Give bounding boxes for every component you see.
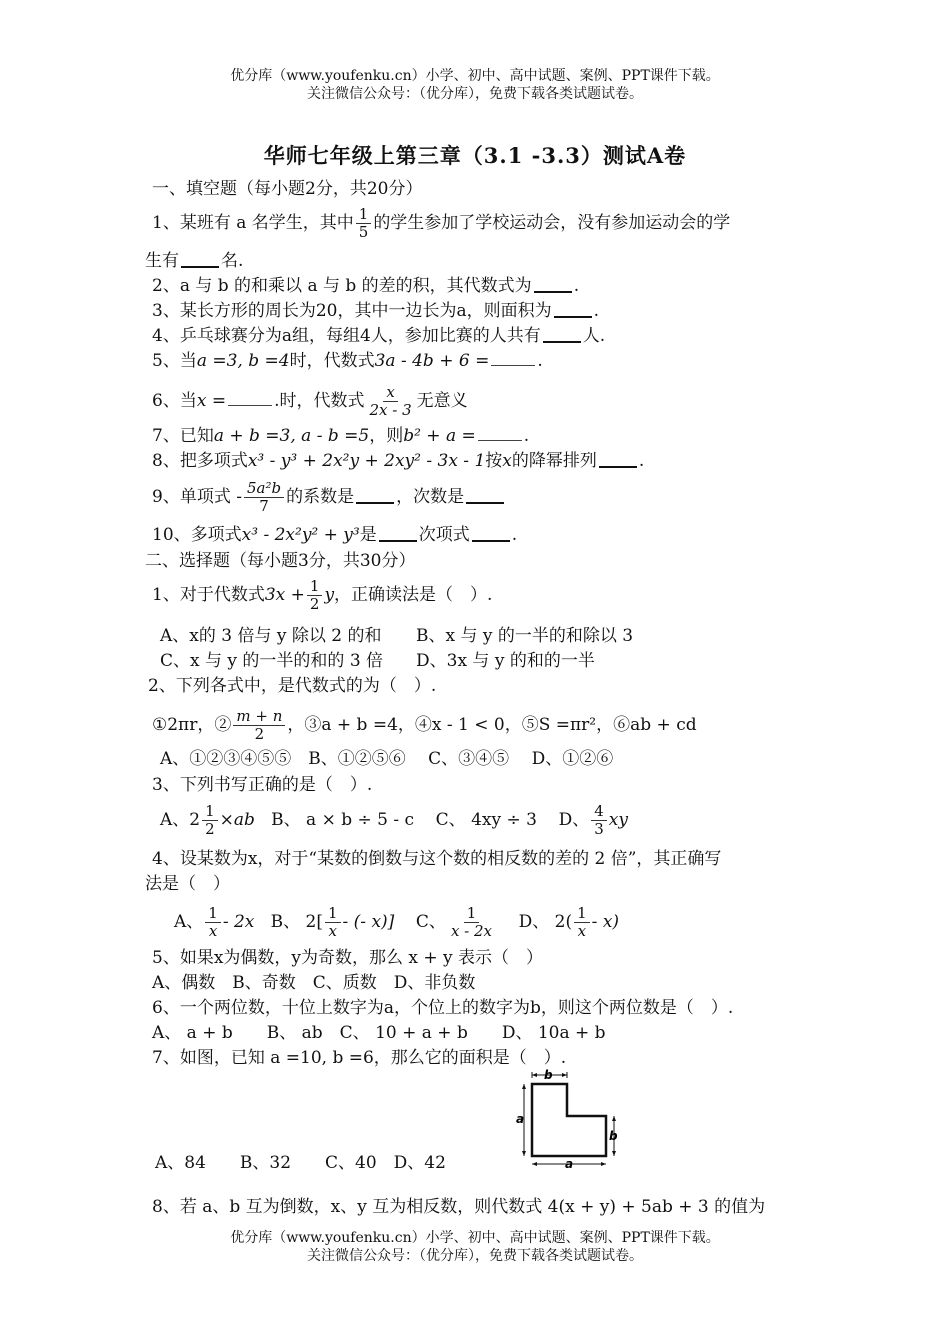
s2-question-7: 7、如图，已知 a =10, b =6，那么它的面积是（ ）. <box>152 1048 567 1068</box>
s1-question-9: 9、单项式 - $\frac{\text{5a²b}}{7}$ 的系数是 ，次数是 <box>152 480 506 515</box>
s1-question-7: 7、已知a + b =3, a - b =5，则b² + a = . <box>152 426 530 446</box>
answer-blank[interactable] <box>478 426 522 441</box>
header-line-2: 关注微信公众号：（优分库），免费下载各类试题试卷。 <box>307 86 643 102</box>
header-line-1: 优分库（www.youfenku.cn）小学、初中、高中试题、案例、PPT课件下载。 <box>230 68 720 84</box>
answer-blank[interactable] <box>466 492 504 504</box>
answer-blank[interactable] <box>228 391 272 406</box>
s2-q5-options[interactable]: A、偶数 B、奇数 C、质数 D、非负数 <box>152 973 476 993</box>
s2-q2-options[interactable]: A、①②③④⑤⑤ B、①②⑤⑥ C、③④⑤ D、①②⑥ <box>160 749 614 769</box>
s1-question-10: 10、多项式x³ - 2x²y² + y³是 次项式 . <box>152 525 518 545</box>
s2-q3-option-a[interactable]: A、2 $\frac{1}{2}$ ×ab <box>160 802 255 838</box>
figure-label-a-bottom: a <box>565 1157 574 1170</box>
s2-q4-option-a[interactable]: A、 $\frac{1}{x}$ - 2x <box>174 904 255 940</box>
answer-blank[interactable] <box>554 306 592 318</box>
s1-question-1: 1、某班有 a 名学生，其中 $\frac{1}{5}$ 的学生参加了学校运动会，没有参加运动会的学 <box>152 205 731 241</box>
s2-q6-options[interactable]: A、 a + b B、 ab C、 10 + a + b D、 10a + b <box>152 1023 606 1043</box>
s1-question-6: 6、当x = .时，代数式 $\frac{x}{2x - 3}$ 无意义 <box>152 383 468 419</box>
s2-q4-option-c[interactable]: C、 $\frac{1}{x - 2x}$ <box>415 904 493 940</box>
s1-question-3: 3、某长方形的周长为20，其中一边长为a，则面积为 . <box>152 301 599 321</box>
s2-q7-options[interactable]: A、84 B、32 C、40 D、42 <box>155 1153 446 1173</box>
s1-question-8: 8、把多项式x³ - y³ + 2x²y + 2xy² - 3x - 1按x的降幂排列 . <box>152 451 645 471</box>
s2-q1-option-b[interactable]: B、x 与 y 的一半的和除以 3 <box>416 626 634 646</box>
s1-question-4: 4、乒乓球赛分为a组，每组4人，参加比赛的人共有 人. <box>152 326 606 346</box>
s2-q4-option-d[interactable]: D、 2( $\frac{1}{x}$ - x) <box>518 904 620 940</box>
s2-q3-option-c[interactable]: C、 4xy ÷ 3 <box>435 810 537 830</box>
answer-blank[interactable] <box>379 530 417 542</box>
answer-blank[interactable] <box>491 351 535 366</box>
s2-question-2-items: ①2πr，② $\frac{m + n}{2}$ ，③a + b =4，④x - 1 < 0，⑤S =πr²，⑥ab + cd <box>152 707 697 743</box>
s2-question-2: 2、下列各式中，是代数式的为（ ）. <box>148 676 437 696</box>
s1-question-1-cont: 生有 名. <box>145 251 244 271</box>
answer-blank[interactable] <box>543 331 581 343</box>
fraction-5a2b-over-7: $\frac{\text{5a²b}}{7}$ <box>244 480 284 515</box>
l-shape-figure <box>515 1068 625 1170</box>
section-2-heading: 二、选择题（每小题3分，共30分） <box>145 551 416 571</box>
fraction-one-half: $\frac{1}{2}$ <box>307 578 323 613</box>
section-1-heading: 一、填空题（每小题2分，共20分） <box>152 179 423 199</box>
s2-question-1: 1、对于代数式3x + $\frac{1}{2}$ y，正确读法是（ ）. <box>152 577 493 613</box>
s2-q1-option-c[interactable]: C、x 与 y 的一半的和的 3 倍 <box>160 651 384 671</box>
s2-q3-option-d[interactable]: D、 $\frac{4}{3}$ xy <box>558 802 628 838</box>
s2-question-8: 8、若 a、b 互为倒数，x、y 互为相反数，则代数式 4(x + y) + 5ab + 3 的值为 <box>152 1197 766 1217</box>
page-title: 华师七年级上第三章（3.1 -3.3）测试A卷 <box>263 143 687 168</box>
answer-blank[interactable] <box>181 256 219 268</box>
fraction-one-fifth: $\frac{1}{5}$ <box>356 206 372 241</box>
s2-question-3: 3、下列书写正确的是（ ）. <box>152 775 373 795</box>
footer-line-1: 优分库（www.youfenku.cn）小学、初中、高中试题、案例、PPT课件下载。 <box>230 1230 720 1246</box>
s2-q3-options <box>160 803 628 838</box>
s2-q4-option-b[interactable]: B、 2[ $\frac{1}{x}$ - (- x)] <box>270 904 395 940</box>
s2-q1-option-a[interactable]: A、x的 3 倍与 y 除以 2 的和 <box>160 626 382 646</box>
answer-blank[interactable] <box>472 530 510 542</box>
figure-label-b-right: b <box>609 1129 618 1143</box>
s1-question-5: 5、当a =3, b =4时，代数式3a - 4b + 6 = . <box>152 351 543 371</box>
answer-blank[interactable] <box>599 456 637 468</box>
s2-question-4-cont: 法是（ ） <box>145 874 230 894</box>
figure-label-b-top: b <box>544 1068 553 1082</box>
answer-blank[interactable] <box>534 281 572 293</box>
fraction-m-plus-n-over-2: $\frac{m + n}{2}$ <box>233 708 285 743</box>
s2-q3-option-b[interactable]: B、 a × b ÷ 5 - c <box>271 810 415 830</box>
figure-label-a-left: a <box>516 1112 525 1126</box>
s2-q1-option-d[interactable]: D、3x 与 y 的和的一半 <box>416 651 595 671</box>
answer-blank[interactable] <box>356 492 394 504</box>
s2-question-4: 4、设某数为x，对于“某数的倒数与这个数的相反数的差的 2 倍”，其正确写 <box>152 849 722 869</box>
s1-question-2: 2、a 与 b 的和乘以 a 与 b 的差的积，其代数式为 . <box>152 276 580 296</box>
fraction-x-over-2x-3: $\frac{x}{2x - 3}$ <box>369 383 412 419</box>
s2-q4-options <box>174 905 619 940</box>
footer-line-2: 关注微信公众号：（优分库），免费下载各类试题试卷。 <box>307 1248 643 1264</box>
s2-question-6: 6、一个两位数，十位上数字为a，个位上的数字为b，则这个两位数是（ ）. <box>152 998 734 1018</box>
s2-question-5: 5、如果x为偶数，y为奇数，那么 x + y 表示（ ） <box>152 948 544 968</box>
